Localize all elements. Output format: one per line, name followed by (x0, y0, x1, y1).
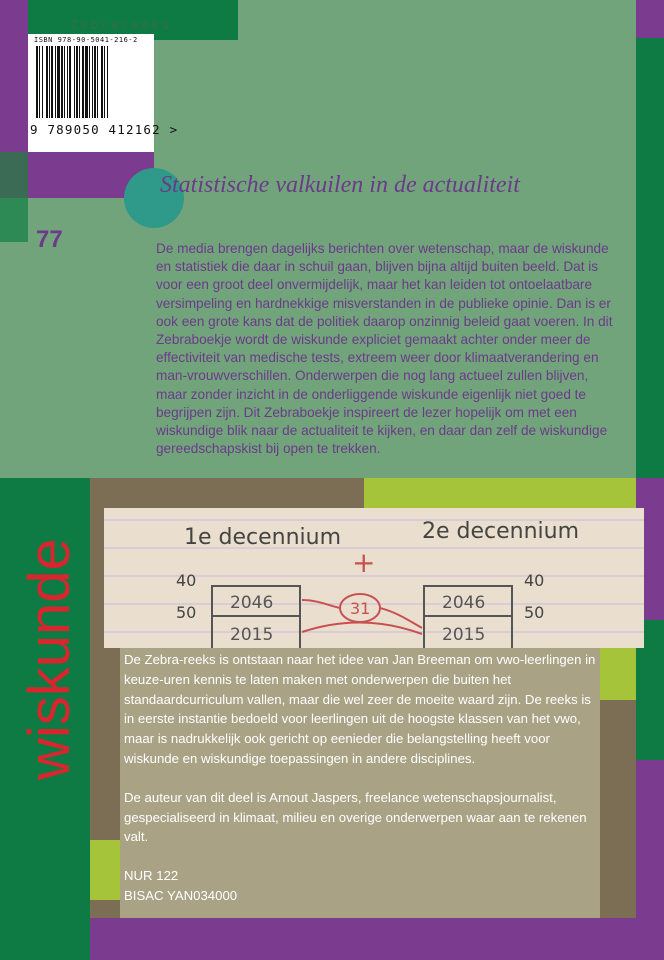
bisac-code: BISAC YAN034000 (124, 887, 238, 903)
series-label: Zebrareeks (70, 18, 173, 32)
barcode (36, 46, 146, 118)
green-square (0, 198, 28, 242)
blurb-text: De media brengen dagelijks berichten over wetenschap, maar de wiskunde en statistiek die daar in schuil gaan, blijven bijna altijd buiten beeld. Dat is voor een groot deel onvermijdelijk, maar het kan leiden tot ontoelaatbare versimpeling en hardnekkige misverstanden in de publieke opinie. Dan is er ook een grote kans dat de politiek daarop onzinnig beleid gaat voeren. In dit Zebraboekje wordt de wiskunde expliciet gemaakt achter onder meer de effectiviteit van medische tests, extreem weer door klimaatverandering en man-vrouwverschillen. Onderwerpen die nog lang actueel zullen blijven, maar zonder inzicht in de onderliggende wiskunde eigenlijk niet goed te begrijpen zijn. Dit Zebraboekje inspireert de lezer hopelijk om met een wiskundige blik naar de actualiteit te kijken, en daar dan zelf de wiskundige gereedschapskist bij open te trekken. (156, 241, 613, 457)
heading-right: 2e decennium (422, 519, 580, 544)
book-title: Statistische valkuilen in de actualiteit (160, 172, 520, 198)
cross-mark: + (352, 546, 376, 579)
heading-left: 1e decennium (184, 525, 342, 550)
series-number: 77 (36, 226, 63, 253)
isbn-digits: 9 789050 412162 > (30, 122, 179, 137)
subject-label: wiskunde (17, 538, 82, 780)
olive-right-block (600, 700, 636, 840)
notebook-drawing (104, 508, 644, 648)
info-paragraph-1: De Zebra-reeks is ontstaan naar het idee van Jan Breeman om vwo-leerlingen in keuze-uren kennis te laten maken met onderwerpen die buiten het standaardcurriculum vallen, maar die wel zeer de moeite waard zijn. De reeks is in eerste instantie bedoeld voor leerlingen uit de hoogste klassen van het vwo, maar is nadrukkelijk ook gericht op eenieder die belangstelling heeft voor wiskunde en wiskundige toepassingen in andere disciplines. (124, 652, 596, 766)
axis-left-50: 50 (176, 603, 197, 622)
axis-left-40: 40 (176, 571, 197, 590)
axis-right-50: 50 (524, 603, 545, 622)
dark-square (0, 152, 28, 198)
notebook-photo (104, 508, 644, 648)
purple-block-right (636, 0, 664, 38)
box-left-2015: 2015 (230, 625, 274, 645)
isbn-label: ISBN 978-90-5041-216-2 (34, 36, 138, 44)
nur-code: NUR 122 (124, 868, 179, 884)
circle-value: 31 (350, 599, 371, 618)
olive-bottom-block (90, 900, 120, 918)
lime-right-block (600, 640, 636, 700)
dark-green-right-column (636, 0, 664, 478)
box-left-2046: 2046 (230, 593, 274, 613)
box-right-2046: 2046 (442, 593, 486, 613)
lime-block (364, 478, 636, 508)
purple-bottom-band (90, 918, 636, 960)
info-text (124, 650, 602, 906)
info-paragraph-2: De auteur van dit deel is Arnout Jaspers, freelance wetenschapsjournalist, gespecialiseerd in klimaat, milieu en overige onderwerpen waar aan te rekenen valt. (124, 789, 587, 845)
blurb (156, 240, 618, 458)
axis-right-40: 40 (524, 571, 545, 590)
box-right-2015: 2015 (442, 625, 486, 645)
